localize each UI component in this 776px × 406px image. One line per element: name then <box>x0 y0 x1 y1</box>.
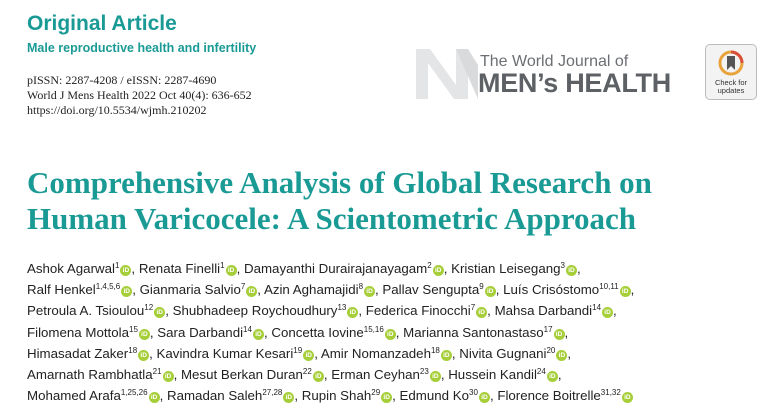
check-for-updates-label <box>706 79 756 95</box>
author-affiliation: 20 <box>546 345 556 355</box>
orcid-icon[interactable]: iD <box>479 392 490 403</box>
author-affiliation: 18 <box>128 345 138 355</box>
author <box>167 388 294 403</box>
author <box>448 367 558 382</box>
author-line: Petroula A. Tsioulou$^{12}$iD , Shubhadeep Roychoudhury$^{13}$iD , Federica Finocchi$^7$iD , Mahsa Darbandi$^{14}$iD , <box>27 303 617 319</box>
author <box>497 388 633 403</box>
orcid-icon[interactable]: iD <box>121 286 132 297</box>
author-affiliation: 1,25,26 <box>120 388 148 398</box>
author-name: Federica Finocchi <box>365 303 471 319</box>
author <box>382 282 495 297</box>
author-name: Shubhadeep Roychoudhury <box>172 303 338 319</box>
author-name: Concetta Iovine <box>271 324 364 340</box>
journal-logo <box>416 45 692 101</box>
author-name: Kavindra Kumar Kesari <box>156 345 294 361</box>
author <box>459 346 567 361</box>
orcid-icon[interactable]: iD <box>253 329 264 340</box>
author-name: Edmund Ko <box>399 388 470 404</box>
author <box>400 388 490 403</box>
author-affiliation: 1 <box>114 261 120 270</box>
author <box>331 367 441 382</box>
author-affiliation: 15 <box>129 324 138 334</box>
author-name: Azin Aghamajidi <box>263 282 359 298</box>
author-affiliation: 9 <box>479 282 484 292</box>
orcid-icon[interactable]: iD <box>303 350 314 361</box>
author <box>139 261 237 276</box>
author-affiliation: 22 <box>302 367 312 377</box>
orcid-icon[interactable]: iD <box>139 329 150 340</box>
orcid-icon[interactable]: iD <box>149 392 160 403</box>
orcid-icon[interactable]: iD <box>547 371 558 382</box>
author <box>181 367 324 382</box>
author-affiliation: 18 <box>430 345 440 355</box>
author-name: Rupin Shah <box>301 388 372 404</box>
citation-line: World J Mens Health 2022 Oct 40(4): 636-652 <box>27 88 252 102</box>
author-affiliation: 2 <box>427 261 432 270</box>
orcid-icon[interactable]: iD <box>347 307 358 318</box>
orcid-icon[interactable]: iD <box>381 392 392 403</box>
orcid-icon[interactable]: iD <box>433 265 444 276</box>
orcid-icon[interactable]: iD <box>485 286 496 297</box>
journal-name-line1: The World Journal of <box>480 53 629 70</box>
author-name: Damayanthi Durairajanayagam <box>243 261 428 276</box>
author-name: Sara Darbandi <box>157 324 244 340</box>
author-name: Amir Nomanzadeh <box>320 345 431 361</box>
orcid-icon[interactable]: iD <box>246 286 257 297</box>
author <box>321 346 452 361</box>
orcid-icon[interactable]: iD <box>138 350 149 361</box>
author-line: Mohamed Arafa$^{1,25,26}$iD , Ramadan Saleh$^{27,28}$iD , Rupin Shah$^{29}$iD , Edmund Ko$^{30}$iD , Florence Boitrelle$^{31,32}$iD <box>27 385 772 406</box>
article-title <box>27 165 767 237</box>
orcid-icon[interactable]: iD <box>283 392 294 403</box>
author-name: Renata Finelli <box>138 261 221 276</box>
author-name: Mohamed Arafa <box>27 388 121 404</box>
author-affiliation: 31,32 <box>600 388 621 398</box>
orcid-icon[interactable]: iD <box>566 265 577 276</box>
journal-logo-mark-icon <box>416 45 478 101</box>
author-name: Ramadan Saleh <box>166 388 263 404</box>
author-name: Ralf Henkel <box>27 282 96 298</box>
author-list <box>27 258 772 406</box>
author-line: Himasadat Zaker$^{18}$iD , Kavindra Kumar Kesari$^{19}$iD , Amir Nomanzadeh$^{18}$iD , Nivita Gugnani$^{20}$iD , <box>27 345 572 361</box>
author <box>27 325 150 340</box>
author <box>27 282 132 297</box>
author <box>27 261 131 276</box>
author-affiliation: 19 <box>293 345 303 355</box>
author-name: Nivita Gugnani <box>459 345 547 361</box>
check-for-updates-button[interactable] <box>705 44 757 100</box>
orcid-icon[interactable]: iD <box>364 286 375 297</box>
author-name: Amarnath Rambhatla <box>27 367 153 383</box>
orcid-icon[interactable]: iD <box>430 371 441 382</box>
author-affiliation: 15,16 <box>363 324 384 334</box>
article-subject: Male reproductive health and infertility <box>27 41 257 55</box>
orcid-icon[interactable]: iD <box>441 350 452 361</box>
author-affiliation: 10,11 <box>599 282 619 292</box>
author-name: Florence Boitrelle <box>497 388 601 404</box>
orcid-icon[interactable]: iD <box>226 265 237 276</box>
orcid-icon[interactable]: iD <box>154 307 165 318</box>
orcid-icon[interactable]: iD <box>554 329 565 340</box>
orcid-icon[interactable]: iD <box>622 392 633 403</box>
author-name: Hussein Kandil <box>448 367 537 383</box>
check-label-line1: Check for <box>714 78 748 87</box>
author <box>451 261 577 276</box>
orcid-icon[interactable]: iD <box>602 307 613 318</box>
author-affiliation: 21 <box>152 367 162 377</box>
bookmark-icon <box>718 50 744 78</box>
author <box>27 346 149 361</box>
author-name: Erman Ceyhan <box>331 367 420 383</box>
orcid-icon[interactable]: iD <box>120 265 131 276</box>
author <box>495 303 613 318</box>
author-affiliation: 27,28 <box>262 388 283 398</box>
author-affiliation: 12 <box>144 303 154 313</box>
author-name: Luís Crisóstomo <box>503 282 600 298</box>
author-affiliation: 29 <box>371 388 381 398</box>
author-affiliation: 8 <box>358 282 364 292</box>
author <box>302 388 392 403</box>
author-affiliation: 7 <box>470 303 476 313</box>
journal-name-line2: MEN’s HEALTH <box>478 68 671 98</box>
author-name: Kristian Leisegang <box>451 261 561 276</box>
orcid-icon[interactable]: iD <box>313 371 324 382</box>
article-title-line1: Comprehensive Analysis of Global Research on <box>27 165 652 200</box>
author <box>503 282 631 297</box>
check-label-line2: updates <box>717 86 745 95</box>
orcid-icon[interactable]: iD <box>476 307 487 318</box>
author-name: Gianmaria Salvio <box>139 282 241 298</box>
author-name: Mesut Berkan Duran <box>180 367 303 383</box>
doi-link[interactable]: https://doi.org/10.5534/wjmh.210202 <box>27 103 207 117</box>
author <box>271 325 395 340</box>
author <box>264 282 375 297</box>
author-affiliation: 23 <box>419 367 429 377</box>
author <box>27 303 165 318</box>
author-affiliation: 30 <box>469 388 478 398</box>
author-affiliation: 1,4,5,6 <box>95 282 121 292</box>
author-name: Mahsa Darbandi <box>494 303 593 319</box>
author-line: Ralf Henkel$^{1,4,5,6}$iD , Gianmaria Salvio$^7$iD , Azin Aghamajidi$^8$iD , Pallav Sengupta$^9$iD , Luís Crisóstomo$^{10,11}$iD , <box>27 282 635 298</box>
author <box>157 325 264 340</box>
author-name: Pallav Sengupta <box>382 282 480 298</box>
author-affiliation: 14 <box>243 324 252 334</box>
author-affiliation: 3 <box>560 261 565 270</box>
issn-line: pISSN: 2287-4208 / eISSN: 2287-4690 <box>27 73 217 87</box>
article-title-line2: Human Varicocele: A Scientometric Approach <box>27 201 637 236</box>
orcid-icon[interactable]: iD <box>556 350 567 361</box>
author <box>244 261 444 276</box>
author-line: Amarnath Rambhatla$^{21}$iD , Mesut Berkan Duran$^{22}$iD , Erman Ceyhan$^{23}$iD , Hussein Kandil$^{24}$iD , <box>27 367 562 383</box>
author-affiliation: 24 <box>536 367 546 377</box>
author-affiliation: 13 <box>337 303 347 313</box>
orcid-icon[interactable]: iD <box>163 371 174 382</box>
author <box>27 388 160 403</box>
orcid-icon[interactable]: iD <box>620 286 631 297</box>
author <box>157 346 315 361</box>
author <box>366 303 487 318</box>
author-name: Himasadat Zaker <box>27 345 129 361</box>
author <box>27 367 174 382</box>
author-line: Ashok Agarwal$^1$iD , Renata Finelli$^1$iD , Damayanthi Durairajanayagam$^2$iD , Kristian Leisegang$^3$iD , <box>27 261 581 276</box>
author-name: Ashok Agarwal <box>27 261 115 276</box>
author-name: Filomena Mottola <box>27 324 129 340</box>
orcid-icon[interactable]: iD <box>385 329 396 340</box>
author-affiliation: 7 <box>240 282 246 292</box>
author-affiliation: 14 <box>592 303 602 313</box>
author-line: Filomena Mottola$^{15}$iD , Sara Darbandi$^{14}$iD , Concetta Iovine$^{15,16}$iD , Marianna Santonastaso$^{17}$iD , <box>27 324 569 340</box>
author-name: Marianna Santonastaso <box>403 324 544 340</box>
article-type: Original Article <box>27 12 177 35</box>
author <box>173 303 359 318</box>
author-affiliation: 17 <box>543 324 553 334</box>
author <box>140 282 258 297</box>
author-name: Petroula A. Tsioulou <box>27 303 145 319</box>
author <box>403 325 564 340</box>
author-affiliation: 1 <box>220 261 225 270</box>
